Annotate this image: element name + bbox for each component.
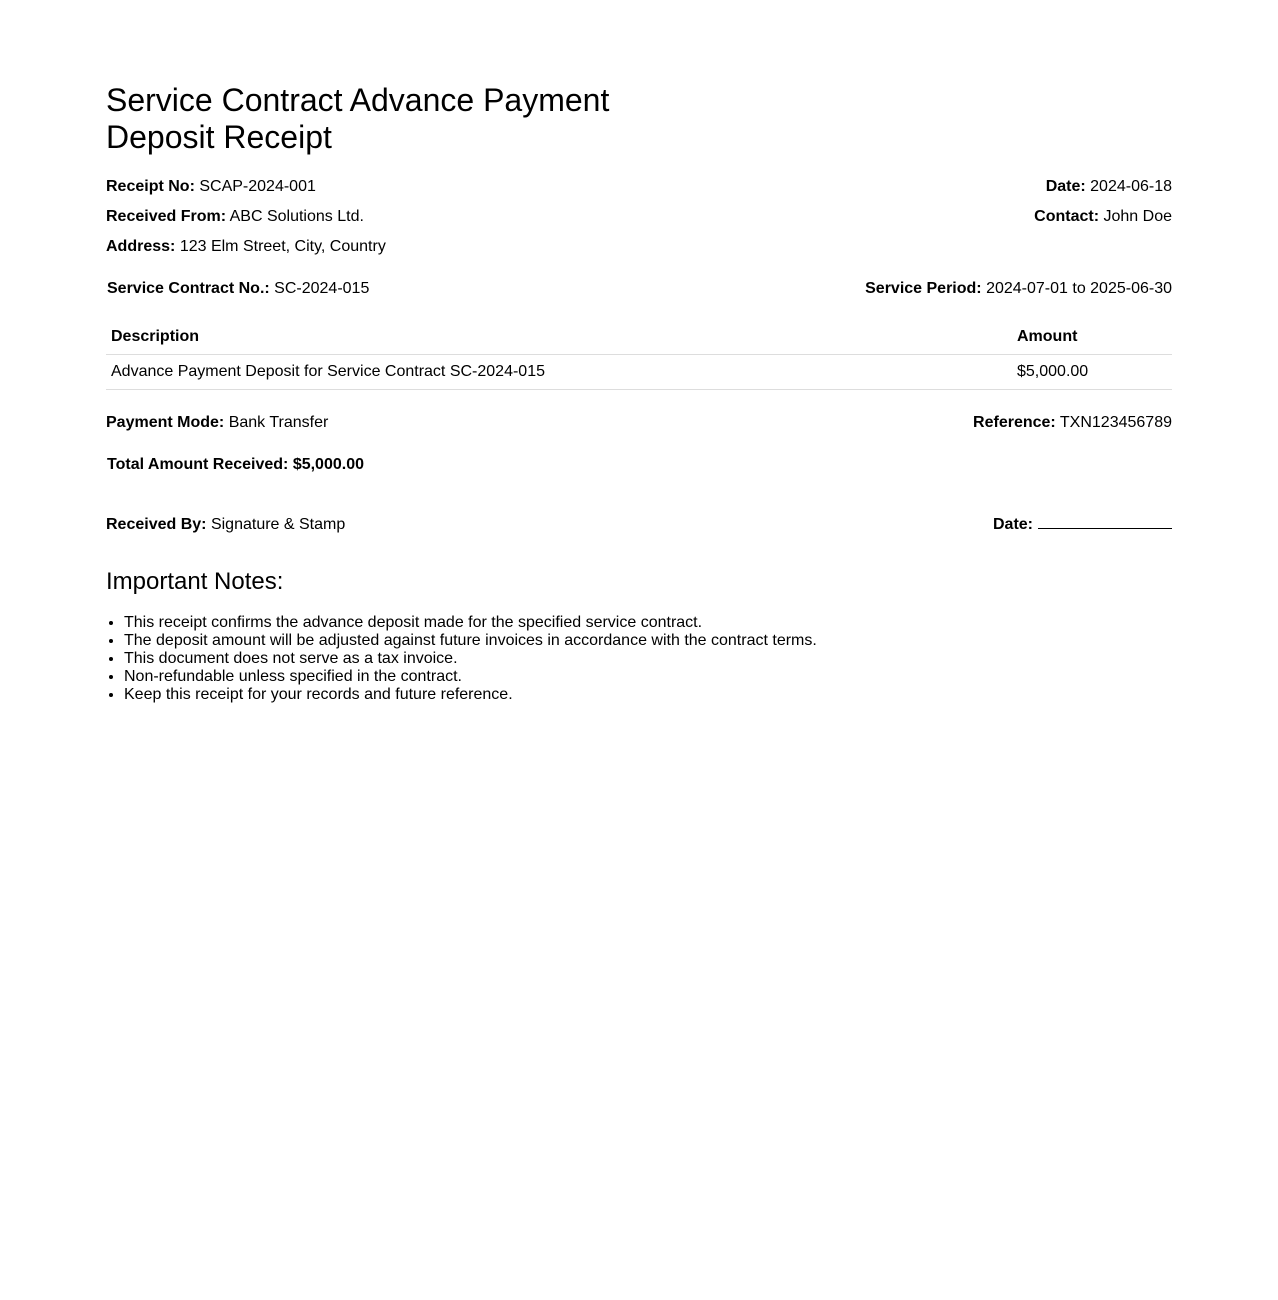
total-amount <box>106 456 1172 474</box>
contact-value: John Doe <box>1103 208 1172 225</box>
signature-date-blank-line <box>1038 514 1172 529</box>
receipt-document <box>106 82 1172 704</box>
received-by-value: Signature & Stamp <box>210 516 346 533</box>
service-contract-no <box>107 280 369 298</box>
contract-info-row <box>106 280 1172 298</box>
signature-date <box>993 514 1172 534</box>
column-header-description: Description <box>106 318 1012 355</box>
receipt-no <box>106 178 316 196</box>
received-from <box>106 208 364 226</box>
received-from-label: Received From: <box>106 208 227 225</box>
document-title: Service Contract Advance Payment Deposit Receipt <box>106 82 610 155</box>
contact <box>1034 208 1172 226</box>
service-contract-no-value: SC-2024-015 <box>274 280 370 297</box>
receipt-info-row <box>106 178 1172 196</box>
list-item: • Keep this receipt for your records and future reference. <box>124 686 1172 704</box>
received-by-label: Received By: <box>106 516 207 533</box>
reference-value: TXN123456789 <box>1059 414 1172 431</box>
reference <box>973 414 1172 432</box>
table-header-row <box>106 318 1172 355</box>
table-row <box>106 355 1172 390</box>
payment-items-table <box>106 318 1172 390</box>
payment-info-row <box>106 414 1172 432</box>
list-item: • The deposit amount will be adjusted against future invoices in accordance with the contract terms. <box>124 632 1172 650</box>
receipt-date <box>1046 178 1172 196</box>
received-by <box>106 516 345 534</box>
payment-mode-value: Bank Transfer <box>228 414 329 431</box>
item-description: Advance Payment Deposit for Service Contract SC-2024-015 <box>106 355 1012 390</box>
notes-list <box>106 614 1172 704</box>
service-contract-no-label: Service Contract No.: <box>107 280 270 297</box>
address-row <box>106 238 1172 256</box>
payment-mode-label: Payment Mode: <box>106 414 225 431</box>
service-period <box>865 280 1172 298</box>
service-period-value: 2024-07-01 to 2025-06-30 <box>986 280 1172 297</box>
receipt-no-value: SCAP-2024-001 <box>199 178 316 195</box>
address-value: 123 Elm Street, City, Country <box>179 238 386 255</box>
notes-heading: Important Notes: <box>106 568 284 595</box>
address <box>106 238 386 256</box>
list-item: • This receipt confirms the advance deposit made for the specified service contract. <box>124 614 1172 632</box>
column-header-amount: Amount <box>1012 318 1172 355</box>
customer-info-row <box>106 208 1172 226</box>
item-amount: $5,000.00 <box>1012 355 1172 390</box>
signature-date-label: Date: <box>992 516 1033 533</box>
total-amount-value: $5,000.00 <box>292 456 364 473</box>
contact-label: Contact: <box>1034 208 1100 225</box>
reference-label: Reference: <box>973 414 1056 431</box>
receipt-no-label: Receipt No: <box>106 178 195 195</box>
receipt-date-label: Date: <box>1045 178 1086 195</box>
address-label: Address: <box>106 238 176 255</box>
total-amount-label: Total Amount Received: <box>107 456 289 473</box>
service-period-label: Service Period: <box>865 280 982 297</box>
list-item: • This document does not serve as a tax invoice. <box>124 650 1172 668</box>
payment-mode <box>106 414 328 432</box>
received-from-value: ABC Solutions Ltd. <box>229 208 364 225</box>
receipt-date-value: 2024-06-18 <box>1090 178 1172 195</box>
list-item: • Non-refundable unless specified in the contract. <box>124 668 1172 686</box>
signature-row <box>106 514 1172 534</box>
